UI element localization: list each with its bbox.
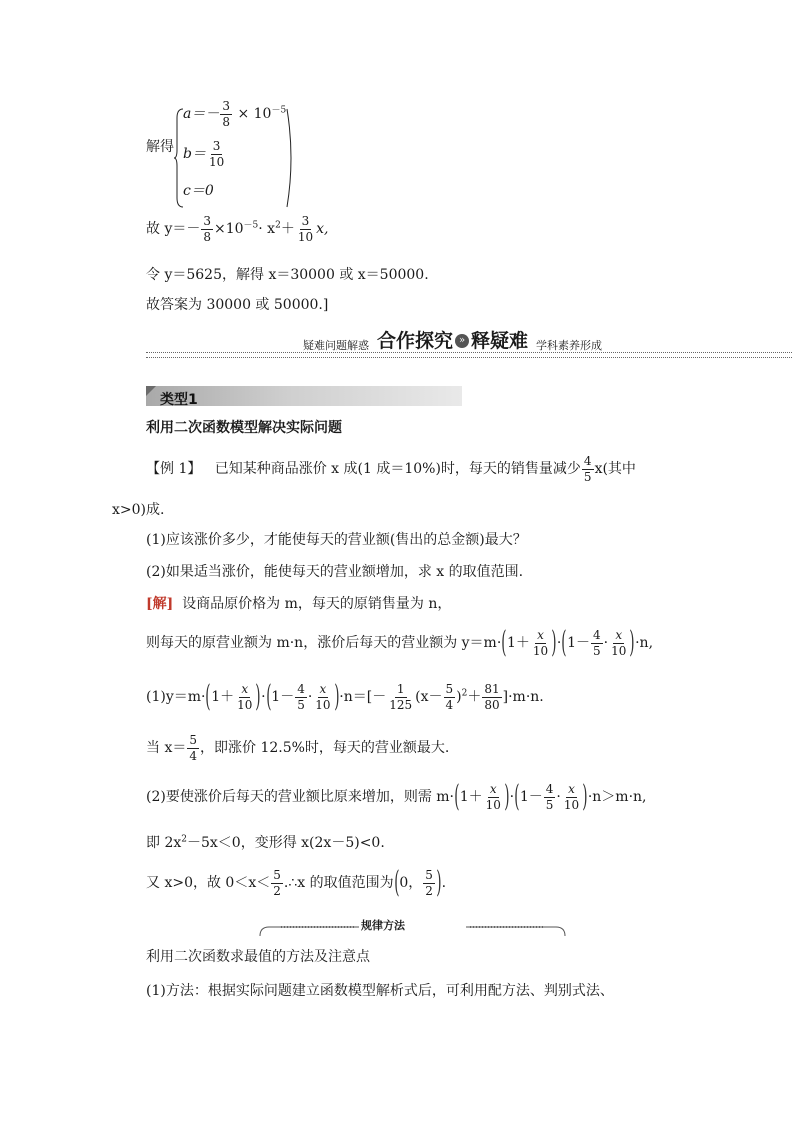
- banner-left: 疑难问题解惑: [303, 339, 369, 352]
- fraction: $\frac{5}{2}$: [425, 867, 433, 898]
- fraction: $\frac{x}{10}$: [485, 781, 501, 812]
- method-frame-label: 规律方法: [361, 919, 405, 932]
- equation-a: a＝－ $\frac{3}{8}$ × $10^{-5}$: [183, 99, 287, 129]
- fraction: $\frac{5}{4}$: [445, 681, 454, 712]
- fraction: $\frac{4}{5}$: [545, 781, 554, 812]
- solve-prefix: 解得: [146, 139, 174, 155]
- corner-triangle-icon: [146, 386, 156, 396]
- fraction: $\frac{4}{5}$: [297, 681, 305, 712]
- banner-divider: [146, 352, 792, 358]
- fraction: $\frac{3}{10}$: [208, 139, 225, 169]
- type-label-bar: [146, 386, 462, 406]
- fraction: $\frac{3}{8}$: [222, 99, 230, 129]
- right-paren-icon: [286, 108, 296, 208]
- fraction: $\frac{3}{10}$: [297, 214, 314, 244]
- solution-intro: [解] 设商品原价格为 m，每天的原销售量为 n，: [146, 596, 452, 612]
- fraction: $\frac{x}{10}$: [315, 681, 331, 712]
- section-banner: [303, 332, 602, 351]
- method-item-1: (1)方法：根据实际问题建立函数模型解析式后，可利用配方法、判别式法、: [146, 983, 614, 999]
- fraction: $\frac{x}{10}$: [237, 681, 253, 712]
- fraction: $\frac{5}{4}$: [189, 733, 197, 763]
- equation-b: b＝ $\frac{3}{10}$: [183, 139, 225, 169]
- banner-right: 学科素养形成: [536, 339, 603, 352]
- result-line: 故 y＝－ $\frac{3}{8}$ $\times 10^{-5}\cdot x^2+$ $\frac{3}{10}$ x,: [146, 214, 329, 244]
- solution-when: 当 x＝ $\frac{5}{4}$ ，即涨价 12.5%时，每天的营业额最大.: [146, 733, 450, 763]
- question-2: (2)如果适当涨价，能使每天的营业额增加，求 x 的取值范围.: [146, 564, 524, 580]
- let-line: 令 y＝5625，解得 x＝30000 或 x＝50000.: [146, 267, 429, 283]
- fraction: $\frac{3}{8}$: [203, 214, 211, 244]
- fraction: $\frac{x}{10}$: [532, 627, 549, 658]
- method-frame-icon: [259, 919, 566, 937]
- section-heading: 利用二次函数模型解决实际问题: [146, 420, 342, 436]
- answer-line: 故答案为 30000 或 50000.]: [146, 297, 329, 313]
- example-line-2: x>0)成.: [112, 502, 165, 518]
- solution-line-1: 则每天的原营业额为 m·n，涨价后每天的营业额为 y＝m·(1＋ $\frac{x}{10}$ )·(1－ $\frac{4}{5}$ · $\frac{x}{10}$ )·n,: [146, 625, 654, 660]
- solution-label: [解]: [146, 596, 174, 612]
- type-label: 类型1: [160, 392, 198, 408]
- solution-inequality: 即 $2x^2-5x<0$，变形得 x(2x－5)<0.: [146, 834, 385, 851]
- banner-title-1: 合作探究: [377, 330, 454, 352]
- fraction: $\frac{5}{2}$: [273, 867, 281, 898]
- equation-c: c＝0: [183, 183, 214, 199]
- fraction: $\frac{81}{80}$: [484, 681, 500, 712]
- example-line-1: 【例 1】 已知某种商品涨价 x 成(1 成＝10%)时，每天的销售量减少 $\frac{4}{5}$ x(其中: [146, 454, 636, 484]
- arrow-circle-icon: »: [455, 334, 469, 348]
- fraction: $\frac{x}{10}$: [563, 781, 580, 812]
- solution-part-2: (2)要使涨价后每天的营业额比原来增加，则需 m·(1＋ $\frac{x}{10}$ )·(1－ $\frac{4}{5}$ · $\frac{x}{10}$ )·n＞m·n,: [146, 779, 647, 814]
- banner-title-2: 释疑难: [471, 330, 529, 352]
- question-1: (1)应该涨价多少，才能使每天的营业额(售出的总金额)最大？: [146, 532, 527, 548]
- solution-eq-1: (1)y＝m·(1＋ $\frac{x}{10}$ )·(1－ $\frac{4}{5}$ · $\frac{x}{10}$ )·n＝[－ $\frac{1}{125}$ (x－ $\frac{5}{4}$ )$^2$＋ $\frac{81}{80}$ ]·m·n.: [146, 679, 544, 714]
- solution-final: 又 x>0，故 0＜x＜ $\frac{5}{2}$ .∴x 的取值范围为(0， $\frac{5}{2}$ ).: [146, 865, 447, 900]
- fraction: $\frac{4}{5}$: [583, 454, 592, 484]
- fraction: $\frac{4}{5}$: [593, 627, 601, 658]
- method-heading: 利用二次函数求最值的方法及注意点: [146, 949, 370, 965]
- fraction: $\frac{1}{125}$: [389, 681, 413, 712]
- fraction: $\frac{x}{10}$: [611, 627, 627, 658]
